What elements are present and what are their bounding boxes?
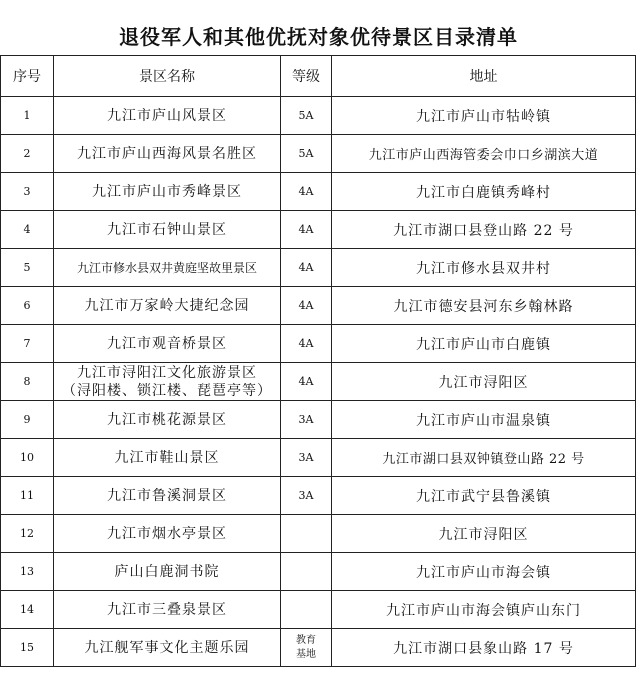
row-num: 6: [1, 287, 54, 325]
row-grade: 4A: [281, 249, 332, 287]
row-name: 九江市庐山风景区: [54, 97, 281, 135]
table-header-row: [1, 56, 636, 97]
header-num: 序号: [1, 56, 54, 97]
row-num: 12: [1, 515, 54, 553]
table-row: [1, 249, 636, 287]
row-grade: 4A: [281, 325, 332, 363]
row-address: 九江市庐山市海会镇: [332, 553, 636, 591]
row-grade: 4A: [281, 363, 332, 401]
row-address: 九江市庐山市牯岭镇: [332, 97, 636, 135]
row-grade-sub: 基地: [296, 648, 316, 660]
row-num: 2: [1, 135, 54, 173]
table-row: [1, 439, 636, 477]
row-name-sub: （浔阳楼、锁江楼、琵琶亭等）: [62, 382, 272, 399]
header-address: 地址: [332, 56, 636, 97]
row-name-main: 九江市浔阳江文化旅游景区: [77, 364, 257, 381]
table-row: [1, 173, 636, 211]
row-num: 5: [1, 249, 54, 287]
table-row: [1, 211, 636, 249]
header-grade: 等级: [281, 56, 332, 97]
row-grade: [281, 515, 332, 553]
table-row: [1, 401, 636, 439]
row-grade: 5A: [281, 135, 332, 173]
header-name: 景区名称: [54, 56, 281, 97]
row-name: 九江市石钟山景区: [54, 211, 281, 249]
table-row: [1, 477, 636, 515]
row-address: 九江市庐山西海管委会巾口乡湖滨大道: [332, 135, 636, 173]
row-grade: 4A: [281, 211, 332, 249]
row-num: 10: [1, 439, 54, 477]
scenic-area-table: [0, 55, 636, 667]
row-grade: 4A: [281, 173, 332, 211]
row-name: 九江舰军事文化主题乐园: [54, 629, 281, 667]
row-name: 九江市修水县双井黄庭坚故里景区: [54, 249, 281, 287]
table-row: [1, 629, 636, 667]
row-name: 九江市烟水亭景区: [54, 515, 281, 553]
table-row: [1, 591, 636, 629]
row-name: [54, 363, 281, 401]
row-grade: [281, 553, 332, 591]
row-num: 15: [1, 629, 54, 667]
row-name: 九江市观音桥景区: [54, 325, 281, 363]
table-row: [1, 515, 636, 553]
row-num: 1: [1, 97, 54, 135]
row-num: 7: [1, 325, 54, 363]
row-num: 11: [1, 477, 54, 515]
row-grade: 3A: [281, 477, 332, 515]
row-grade: 5A: [281, 97, 332, 135]
row-name: 庐山白鹿洞书院: [54, 553, 281, 591]
row-address: 九江市修水县双井村: [332, 249, 636, 287]
table-row: [1, 363, 636, 401]
table-row: [1, 553, 636, 591]
row-grade: [281, 591, 332, 629]
row-name: 九江市桃花源景区: [54, 401, 281, 439]
row-num: 13: [1, 553, 54, 591]
table-row: [1, 325, 636, 363]
table-row: [1, 287, 636, 325]
row-address: 九江市湖口县双钟镇登山路 22 号: [332, 439, 636, 477]
row-address: 九江市浔阳区: [332, 363, 636, 401]
row-name: 九江市三叠泉景区: [54, 591, 281, 629]
row-address: 九江市庐山市温泉镇: [332, 401, 636, 439]
row-name: 九江市鞋山景区: [54, 439, 281, 477]
row-num: 4: [1, 211, 54, 249]
row-num: 8: [1, 363, 54, 401]
row-grade: [281, 629, 332, 667]
row-grade: 3A: [281, 439, 332, 477]
row-address: 九江市白鹿镇秀峰村: [332, 173, 636, 211]
row-grade: 4A: [281, 287, 332, 325]
row-address: 九江市湖口县登山路 22 号: [332, 211, 636, 249]
table-row: [1, 135, 636, 173]
row-address: 九江市庐山市白鹿镇: [332, 325, 636, 363]
row-name: 九江市庐山西海风景名胜区: [54, 135, 281, 173]
row-name: 九江市鲁溪洞景区: [54, 477, 281, 515]
row-address: 九江市德安县河东乡翰林路: [332, 287, 636, 325]
page-title: 退役军人和其他优抚对象优待景区目录清单: [119, 25, 518, 49]
row-grade: 3A: [281, 401, 332, 439]
row-grade-main: 教育: [296, 634, 316, 646]
row-address: 九江市浔阳区: [332, 515, 636, 553]
row-address: 九江市武宁县鲁溪镇: [332, 477, 636, 515]
table-row: [1, 97, 636, 135]
row-name: 九江市万家岭大捷纪念园: [54, 287, 281, 325]
row-name: 九江市庐山市秀峰景区: [54, 173, 281, 211]
row-num: 9: [1, 401, 54, 439]
row-num: 3: [1, 173, 54, 211]
row-num: 14: [1, 591, 54, 629]
row-address: 九江市湖口县象山路 17 号: [332, 629, 636, 667]
row-address: 九江市庐山市海会镇庐山东门: [332, 591, 636, 629]
